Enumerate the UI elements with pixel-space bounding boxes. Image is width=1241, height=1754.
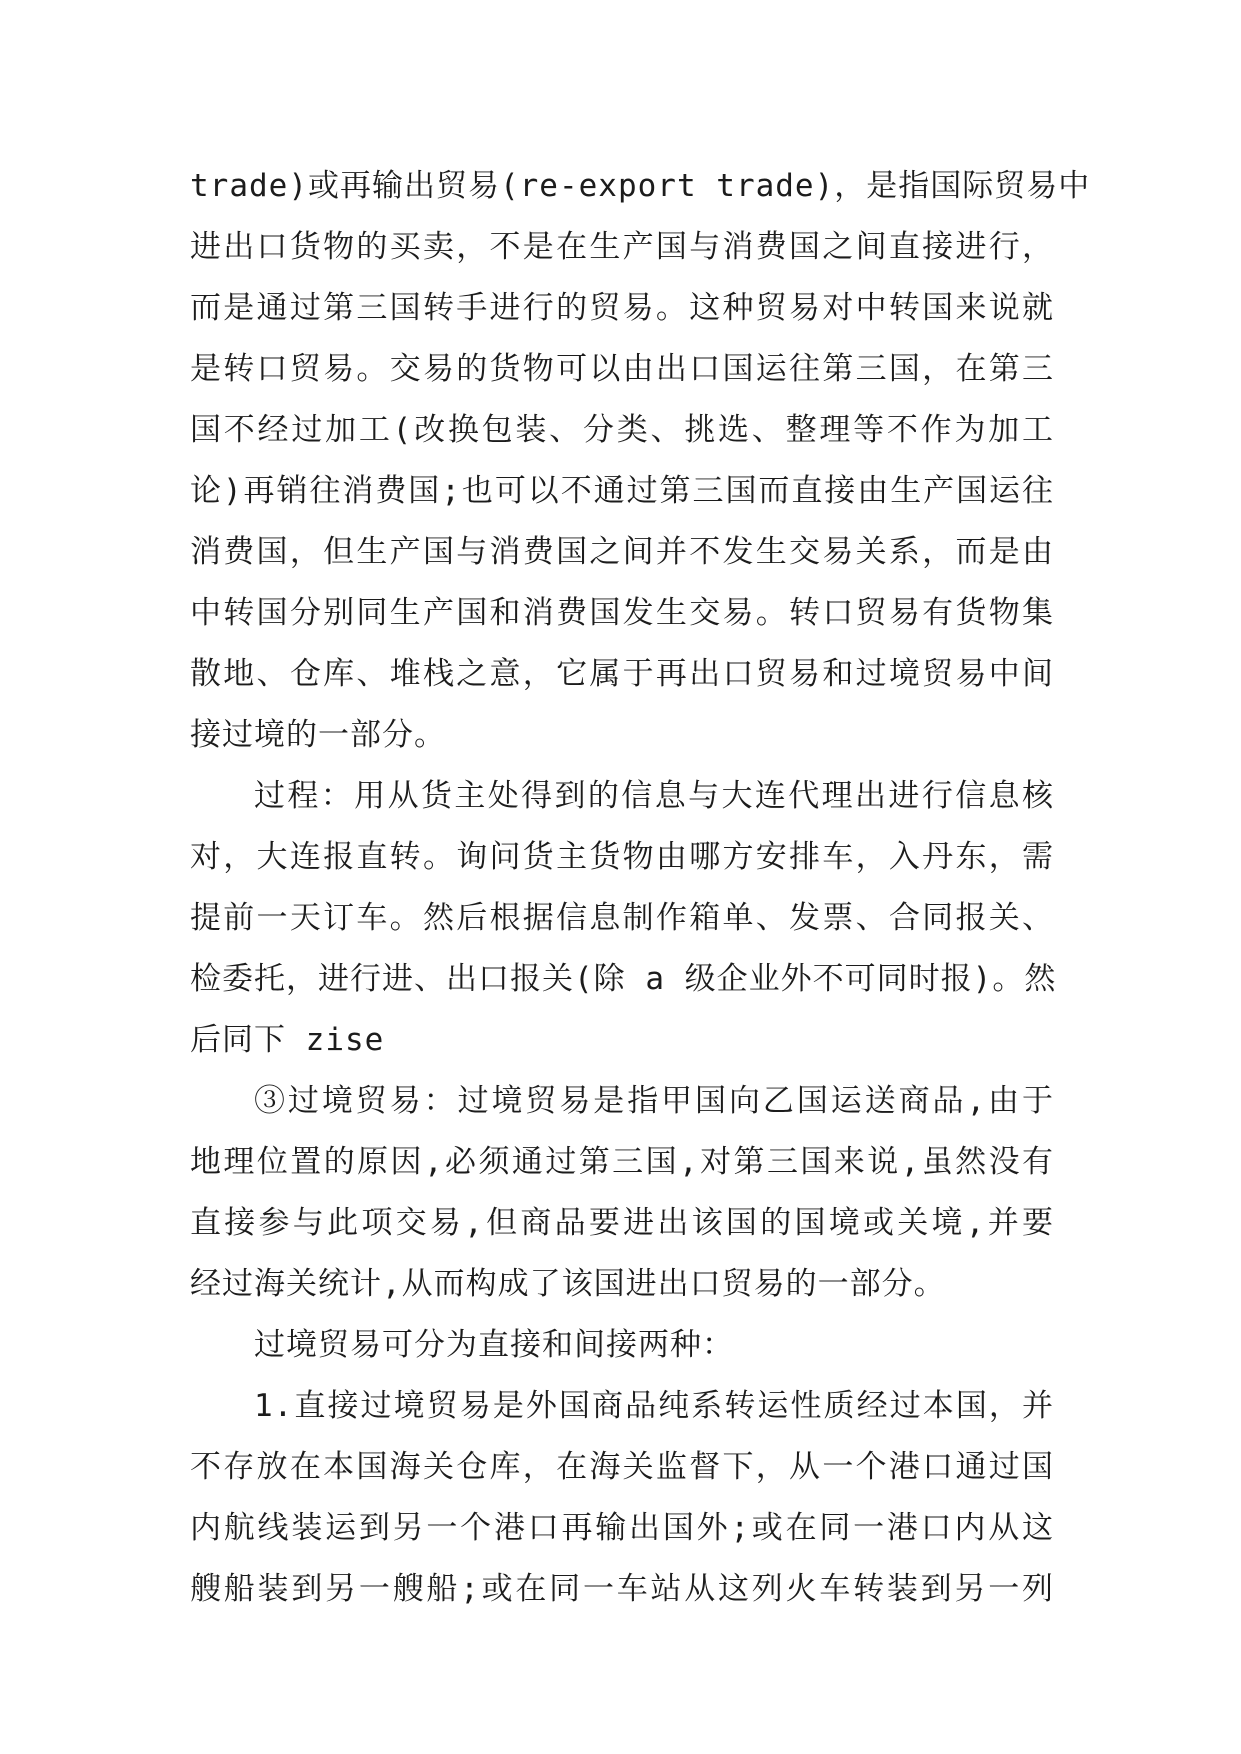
text-line: 论)再销往消费国;也可以不通过第三国而直接由生产国运往 [190,473,1054,509]
text-line: 消费国，但生产国与消费国之间并不发生交易关系，而是由 [190,534,1054,570]
text-line: 中转国分别同生产国和消费国发生交易。转口贸易有货物集 [190,595,1054,631]
text-line: 国不经过加工(改换包装、分类、挑选、整理等不作为加工 [190,412,1054,448]
text-line: 进出口货物的买卖，不是在生产国与消费国之间直接进行， [190,229,1054,265]
text-line: 散地、仓库、堆栈之意，它属于再出口贸易和过境贸易中间 [190,656,1054,692]
text-line: 接过境的一部分。 [190,717,446,753]
text-line: 而是通过第三国转手进行的贸易。这种贸易对中转国来说就 [190,290,1054,326]
text-line: 检委托，进行进、出口报关(除 a 级企业外不可同时报)。然 [190,961,1057,997]
text-line: 提前一天订车。然后根据信息制作箱单、发票、合同报关、 [190,900,1054,936]
text-line: 过境贸易可分为直接和间接两种： [254,1327,734,1363]
text-line: 艘船装到另一艘船;或在同一车站从这列火车转装到另一列 [190,1571,1054,1607]
text-line: 内航线装运到另一个港口再输出国外;或在同一港口内从这 [190,1510,1054,1546]
text-line: 对，大连报直转。询问货主货物由哪方安排车，入丹东，需 [190,839,1054,875]
document-body [190,156,1091,1620]
text-line: 直接参与此项交易,但商品要进出该国的国境或关境,并要 [190,1205,1054,1241]
text-line: 后同下 zise [190,1022,385,1058]
text-line: 是转口贸易。交易的货物可以由出口国运往第三国，在第三 [190,351,1054,387]
text-line: 地理位置的原因,必须通过第三国,对第三国来说,虽然没有 [190,1144,1054,1180]
text-line: 过程：用从货主处得到的信息与大连代理出进行信息核 [254,778,1054,814]
text-line: 1.直接过境贸易是外国商品纯系转运性质经过本国，并 [254,1388,1054,1424]
text-line: trade)或再输出贸易(re-export trade)，是指国际贸易中 [190,168,1091,204]
text-line: 经过海关统计,从而构成了该国进出口贸易的一部分。 [190,1266,946,1302]
text-line: ③过境贸易：过境贸易是指甲国向乙国运送商品,由于 [254,1083,1054,1119]
text-line: 不存放在本国海关仓库，在海关监督下，从一个港口通过国 [190,1449,1054,1485]
